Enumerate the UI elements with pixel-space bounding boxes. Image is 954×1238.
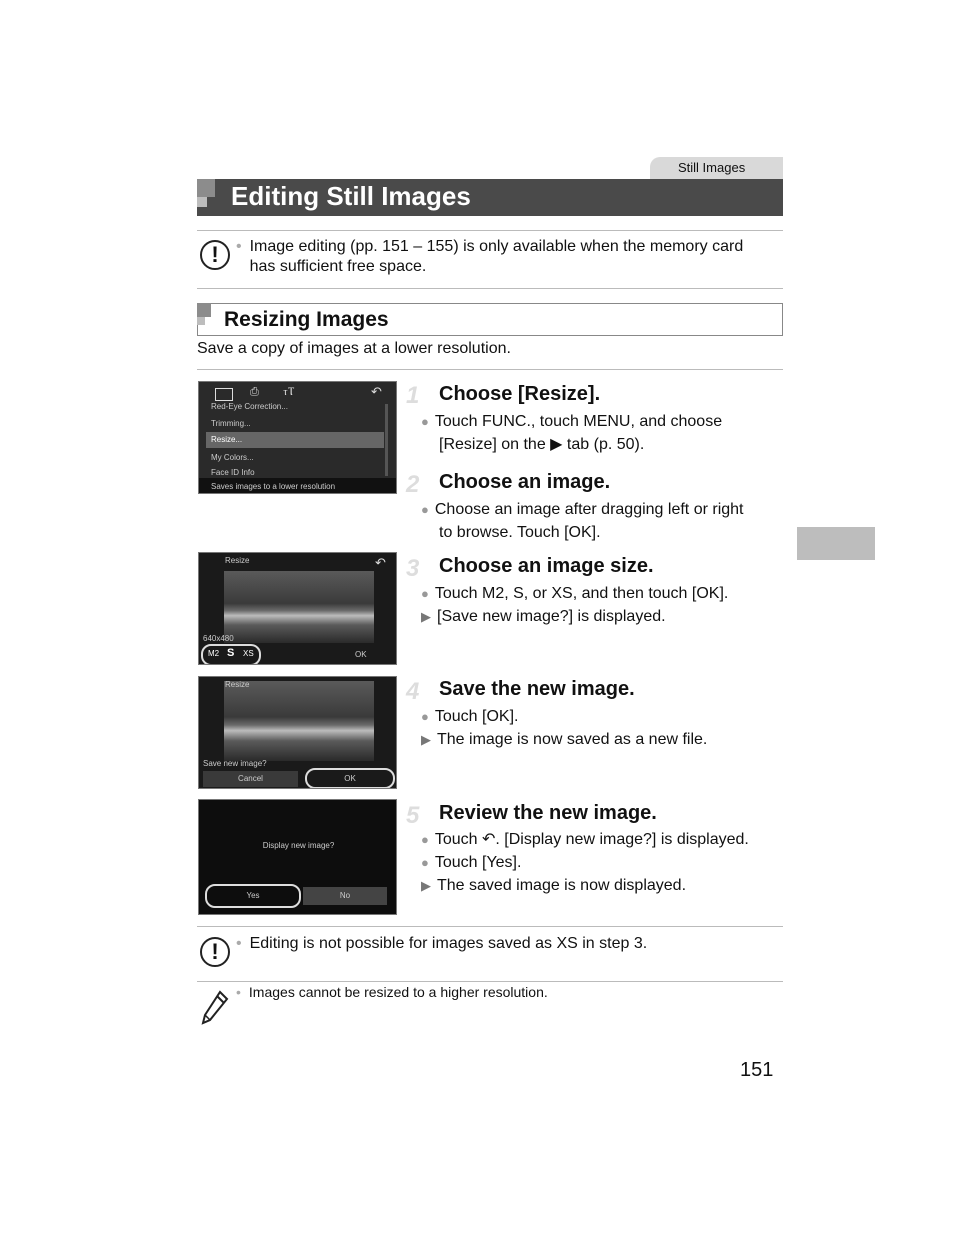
result-arrow-icon: ▶ [421,878,431,893]
divider [197,926,783,927]
caution-note [236,237,776,277]
step-instruction: ● Touch M2, S, or XS, and then touch [OK]. [421,585,729,602]
step-instruction: ● Touch [OK]. [421,708,519,725]
camera-screen-resize [198,552,397,665]
step-instruction: [Resize] on the ▶ tab (p. 50). [439,436,645,453]
step-title: Save the new image. [439,678,635,700]
size-option-m2: M2 [208,649,220,658]
result-arrow-icon: ▶ [421,609,431,624]
size-option-xs: XS [243,649,254,658]
play-tab-icon [215,388,233,401]
bullet-circle-icon: ● [421,586,429,601]
menu-item: Red-Eye Correction... [211,402,288,411]
divider [197,981,783,982]
section-tab: Still Images [650,157,783,179]
divider [197,369,783,370]
camera-screen-menu [198,381,397,494]
step-result: ▶ The image is now saved as a new file. [421,731,708,748]
step-number: 4 [406,678,420,705]
no-button: No [303,887,387,905]
caution-text: Image editing (pp. 151 – 155) is only available when the memory card has sufficient free space. [249,238,744,275]
bullet-circle-icon: ● [421,414,429,429]
save-prompt: Save new image? [203,759,267,768]
step-instruction: ● Touch FUNC., touch MENU, and choose [421,413,723,430]
step-title: Choose [Resize]. [439,383,601,405]
step-number: 5 [406,802,420,829]
memo-text: Images cannot be resized to a higher resolution. [248,984,548,1000]
title-square-icon [197,179,215,197]
menu-item: Trimming... [211,419,251,428]
step-title: Choose an image size. [439,555,654,577]
step-instruction: ● Choose an image after dragging left or right [421,501,744,518]
settings-tab-icon: ⲧⲦ [283,386,295,398]
pencil-icon [200,990,230,1031]
caution-text: Editing is not possible for images saved as XS in step 3. [249,935,648,952]
preview-image [224,571,374,643]
chapter-marker [797,527,875,560]
yes-button: Yes [205,884,301,908]
step-number: 3 [406,555,420,582]
menu-item: Face ID Info [211,468,255,477]
memo-note [236,984,548,1000]
step-number: 2 [406,471,420,498]
subsection-intro: Save a copy of images at a lower resolution. [197,340,511,357]
result-arrow-icon: ▶ [421,732,431,747]
page-number: 151 [740,1059,774,1081]
step-instruction: ● Touch ↶. [Display new image?] is displayed. [421,831,749,848]
size-option-s: S [227,647,235,659]
step-result: ▶ [Save new image?] is displayed. [421,608,666,625]
step-title: Review the new image. [439,802,657,824]
caution-icon: ! [200,937,230,967]
size-readout: 640x480 [203,634,234,643]
step-instruction: to browse. Touch [OK]. [439,524,601,541]
subsection-square-small-icon [197,317,205,325]
menu-item: Resize... [211,435,243,444]
step-result: ▶ The saved image is now displayed. [421,877,687,894]
bullet-circle-icon: ● [421,855,429,870]
camera-screen-save [198,676,397,789]
caution-icon: ! [200,240,230,270]
subsection-heading-box [197,303,783,336]
screen-label: Resize [225,556,250,565]
bullet-icon: • [236,935,242,952]
divider [197,230,783,231]
title-bar [197,179,783,216]
ok-button: OK [305,768,395,789]
bullet-icon: • [236,238,242,255]
cancel-button: Cancel [203,771,298,787]
camera-screen-display [198,799,397,915]
print-tab-icon: ⎙ [250,386,259,398]
bullet-icon: • [236,984,241,1000]
page-title: Editing Still Images [231,181,471,211]
back-icon: ↶ [371,384,382,399]
divider [197,288,783,289]
subsection-title: Resizing Images [224,308,389,331]
size-selector [201,644,261,665]
bullet-circle-icon: ● [421,502,429,517]
scrollbar [385,404,388,476]
screen-label: Resize [225,680,250,689]
menu-footer: Saves images to a lower resolution [199,478,397,494]
bullet-circle-icon: ● [421,709,429,724]
subsection-square-icon [197,303,211,317]
menu-item: My Colors... [211,453,254,462]
caution-note [236,934,647,954]
ok-label: OK [355,650,367,659]
back-icon: ↶ [375,555,386,570]
step-title: Choose an image. [439,471,611,493]
step-instruction: ● Touch [Yes]. [421,854,522,871]
title-square-small-icon [197,197,207,207]
bullet-circle-icon: ● [421,832,429,847]
display-prompt: Display new image? [262,841,335,850]
preview-image [224,681,374,761]
step-number: 1 [406,382,420,409]
